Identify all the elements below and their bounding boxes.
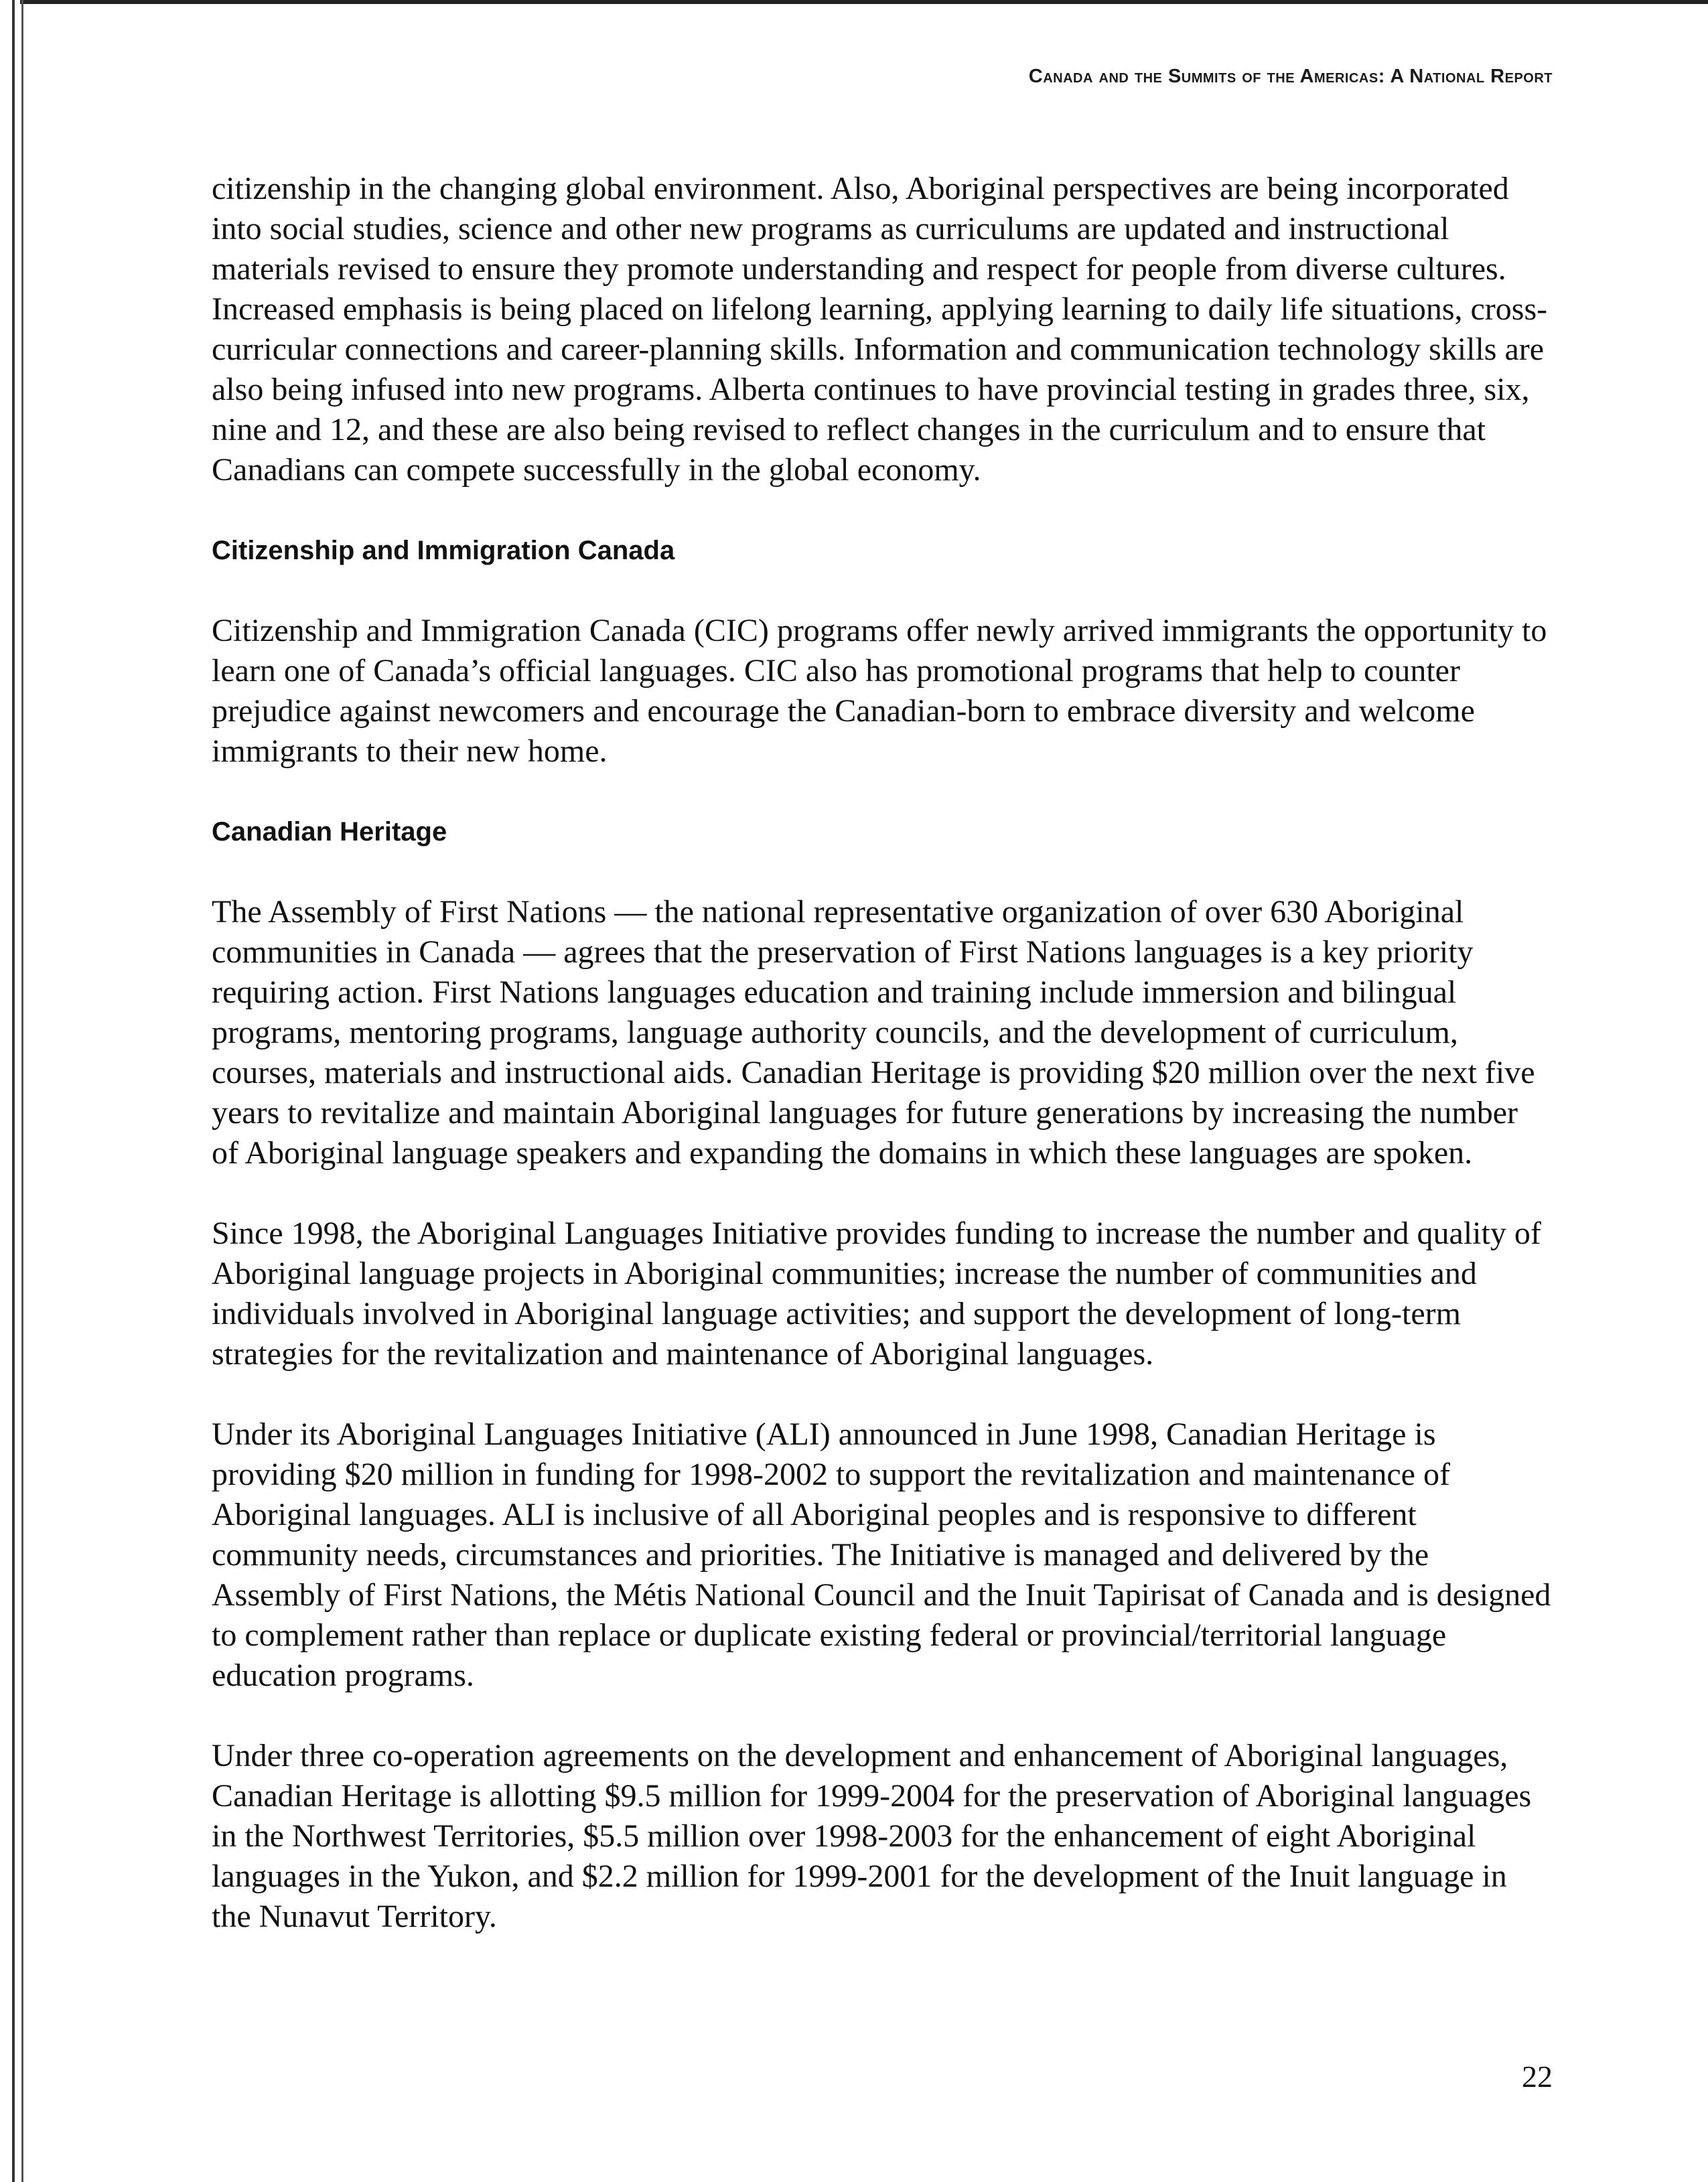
paragraph-cic-programs: Citizenship and Immigration Canada (CIC) programs offer newly arrived immigrants the opportunity to learn one of Canada’s official languages. CIC also has promotional programs that help to counter prejudice against newcomers and encourage the Canadian-born to embrace diversity and welcome immigrants to their new home. (212, 613, 1547, 769)
paragraph-alberta-curriculum: citizenship in the changing global environment. Also, Aboriginal perspectives are being incorporated into social studies, science and other new programs as curriculums are updated and instructional materials revised to ensure they promote understanding and respect for people from diverse cultures. Increased emphasis is being placed on lifelong learning, applying learning to daily life situations, cross-curricular connections and career-planning skills. Information and communication technology skills are also being infused into new programs. Alberta continues to have provincial testing in grades three, six, nine and 12, and these are also being revised to reflect changes in the curriculum and to ensure that Canadians can compete successfully in the global economy. (212, 171, 1548, 488)
paragraph-ali-since-1998: Since 1998, the Aboriginal Languages Initiative provides funding to increase the number and quality of Aboriginal language projects in Aboriginal communities; increase the number of communities and individuals involved in Aboriginal language activities; and support the development of long-term strategies for the revitalization and maintenance of Aboriginal languages. (212, 1216, 1541, 1372)
page-body (212, 169, 1551, 1977)
top-rule (20, 0, 1708, 4)
left-edge-rule (12, 0, 15, 2182)
section-heading-cic: Citizenship and Immigration Canada (212, 536, 675, 565)
page-number: 22 (1522, 2059, 1553, 2094)
paragraph-assembly-first-nations: The Assembly of First Nations — the national representative organization of over 630 Aboriginal communities in Canada — agrees that the preservation of First Nations languages is a key priority requiring action. First Nations languages education and training include immersion and bilingual programs, mentoring programs, language authority councils, and the development of curriculum, courses, materials and instructional aids. Canadian Heritage is providing $20 million over the next five years to revitalize and maintain Aboriginal languages for future generations by increasing the number of Aboriginal language speakers and expanding the domains in which these languages are spoken. (212, 894, 1535, 1171)
paragraph-co-operation-agreements: Under three co-operation agreements on the development and enhancement of Aboriginal languages, Canadian Heritage is allotting $9.5 million for 1999-2004 for the preservation of Aboriginal languages in the Northwest Territories, $5.5 million over 1998-2003 for the enhancement of eight Aboriginal languages in the Yukon, and $2.2 million for 1999-2001 for the development of the Inuit language in the Nunavut Territory. (212, 1738, 1532, 1934)
left-edge-rule-inner (21, 0, 23, 2182)
paragraph-ali-june-1998: Under its Aboriginal Languages Initiative (ALI) announced in June 1998, Canadian Heritage is providing $20 million in funding for 1998-2002 to support the revitalization and maintenance of Aboriginal languages. ALI is inclusive of all Aboriginal peoples and is responsive to different community needs, circumstances and priorities. The Initiative is managed and delivered by the Assembly of First Nations, the Métis National Council and the Inuit Tapirisat of Canada and is designed to complement rather than replace or duplicate existing federal or provincial/territorial language education programs. (212, 1416, 1551, 1693)
running-head: Canada and the Summits of the Americas: A National Report (1028, 66, 1553, 87)
section-heading-canadian-heritage: Canadian Heritage (212, 817, 447, 847)
